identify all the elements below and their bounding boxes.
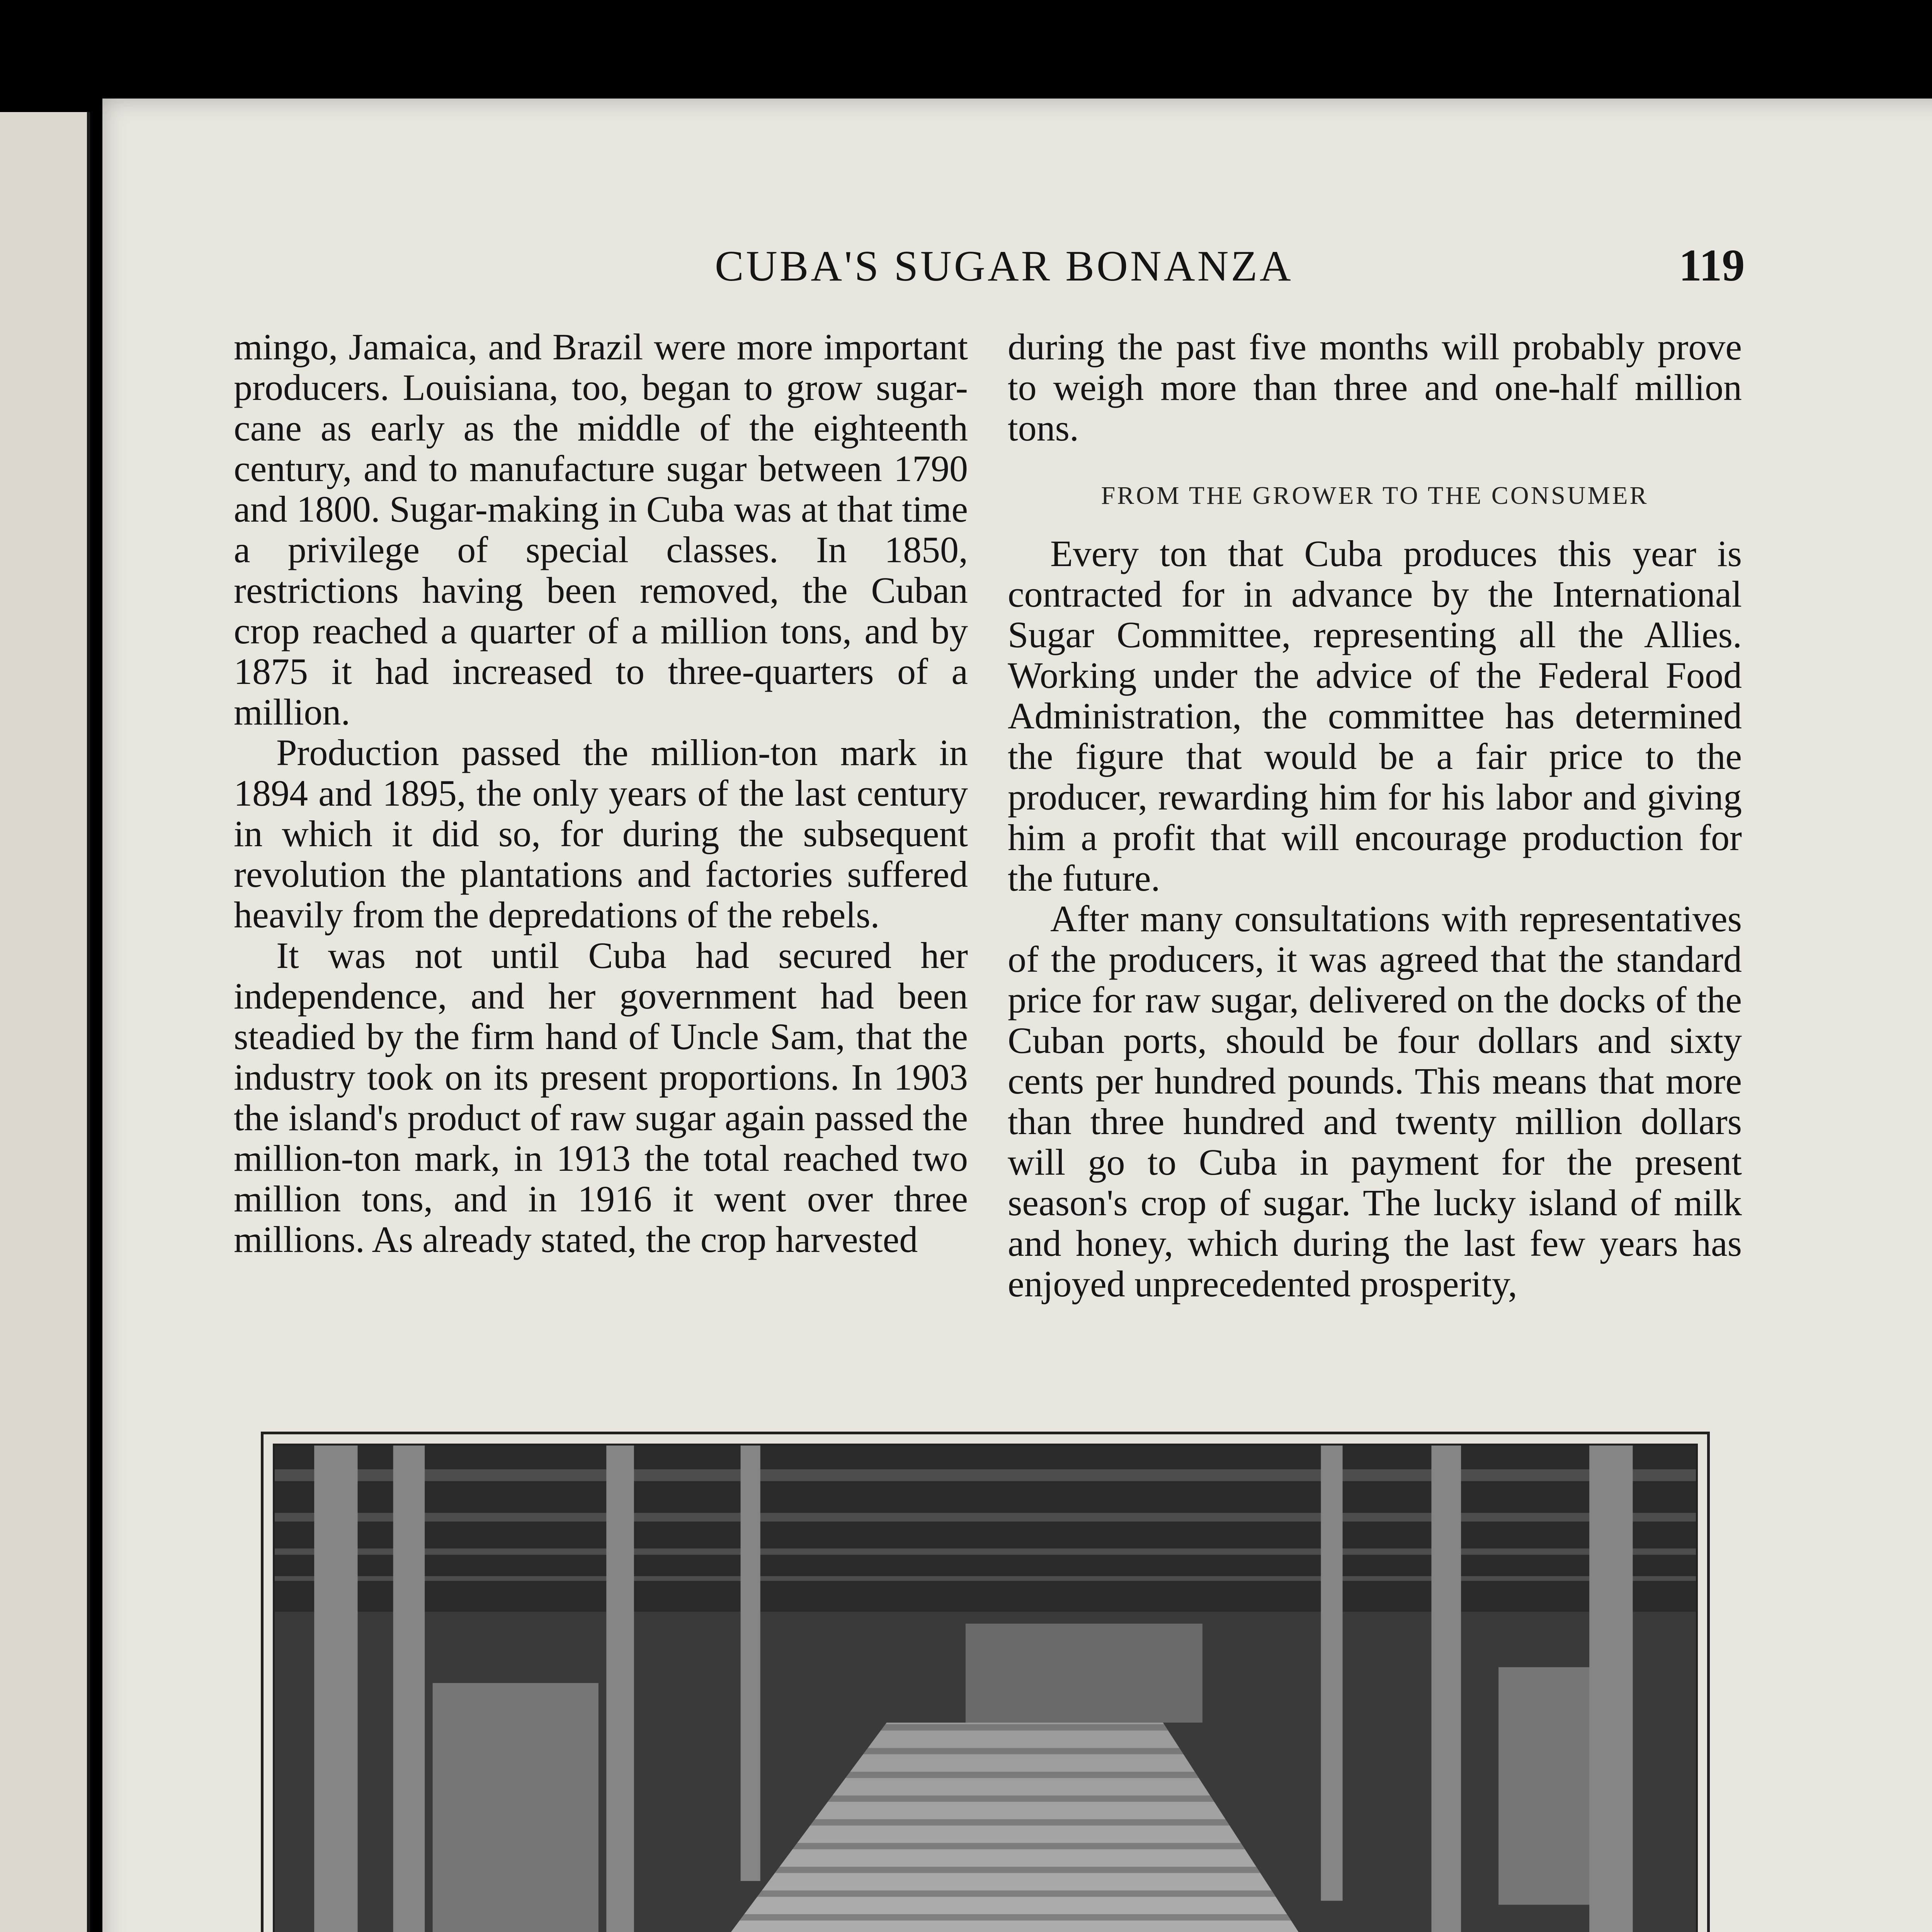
facing-page-edge — [0, 112, 90, 1932]
paragraph: It was not until Cuba had secured her independence, and her government had been steadied by the firm hand of Uncle Sam, that the industry took on its present proportions. In 1903 the island's product of raw sugar again passed the million-ton mark, in 1913 the total reached two million tons, and in 1916 it went over three millions. As already stated, the crop harvested — [234, 935, 968, 1260]
right-column — [1008, 327, 1742, 1304]
page-header — [102, 242, 1932, 296]
section-subhead: FROM THE GROWER TO THE CONSUMER — [1101, 481, 1649, 510]
book-page — [102, 99, 1932, 1932]
paragraph: Production passed the million-ton mark in 1894 and 1895, the only years of the last century in which it did so, for during the subsequent revolution the plantations and factories suffered heavily from the depredations of the rebels. — [234, 732, 968, 935]
refinery-photograph — [261, 1432, 1710, 1932]
sugar-blocks-photo — [273, 1444, 1698, 1932]
back-wall — [966, 1624, 1202, 1723]
page-number: 119 — [1679, 240, 1745, 291]
left-column — [234, 327, 968, 1260]
paragraph: mingo, Jamaica, and Brazil were more important producers. Louisiana, too, began to grow sugar-cane as early as the middle of the eighteenth century, and to manufacture sugar between 1790 and 1800. Sugar-making in Cuba was at that time a privilege of special classes. In 1850, restrictions having been removed, the Cuban crop reached a quarter of a million tons, and by 1875 it had increased to three-quarters of a million. — [234, 326, 968, 733]
paragraph: during the past five months will probably prove to weigh more than three and one-half million tons. — [1008, 326, 1742, 449]
paragraph: Every ton that Cuba produces this year is contracted for in advance by the International Sugar Committee, representing all the Allies. Working under the advice of the Federal Food Administration, the committee has determined the figure that would be a fair price to the producer, rewarding him for his labor and giving him a profit that will encourage production for the future. — [1008, 533, 1742, 899]
running-head: CUBA'S SUGAR BONANZA — [715, 242, 1293, 290]
paragraph: After many consultations with representatives of the producers, it was agreed that the standard price for raw sugar, delivered on the docks of the Cuban ports, should be four dollars and sixty cents per hundred pounds. This means that more than three hundred and twenty million dollars will go to Cuba in payment for the present season's crop of sugar. The lucky island of milk and honey, which during the last few years has enjoyed unprecedented prosperity, — [1008, 898, 1742, 1304]
